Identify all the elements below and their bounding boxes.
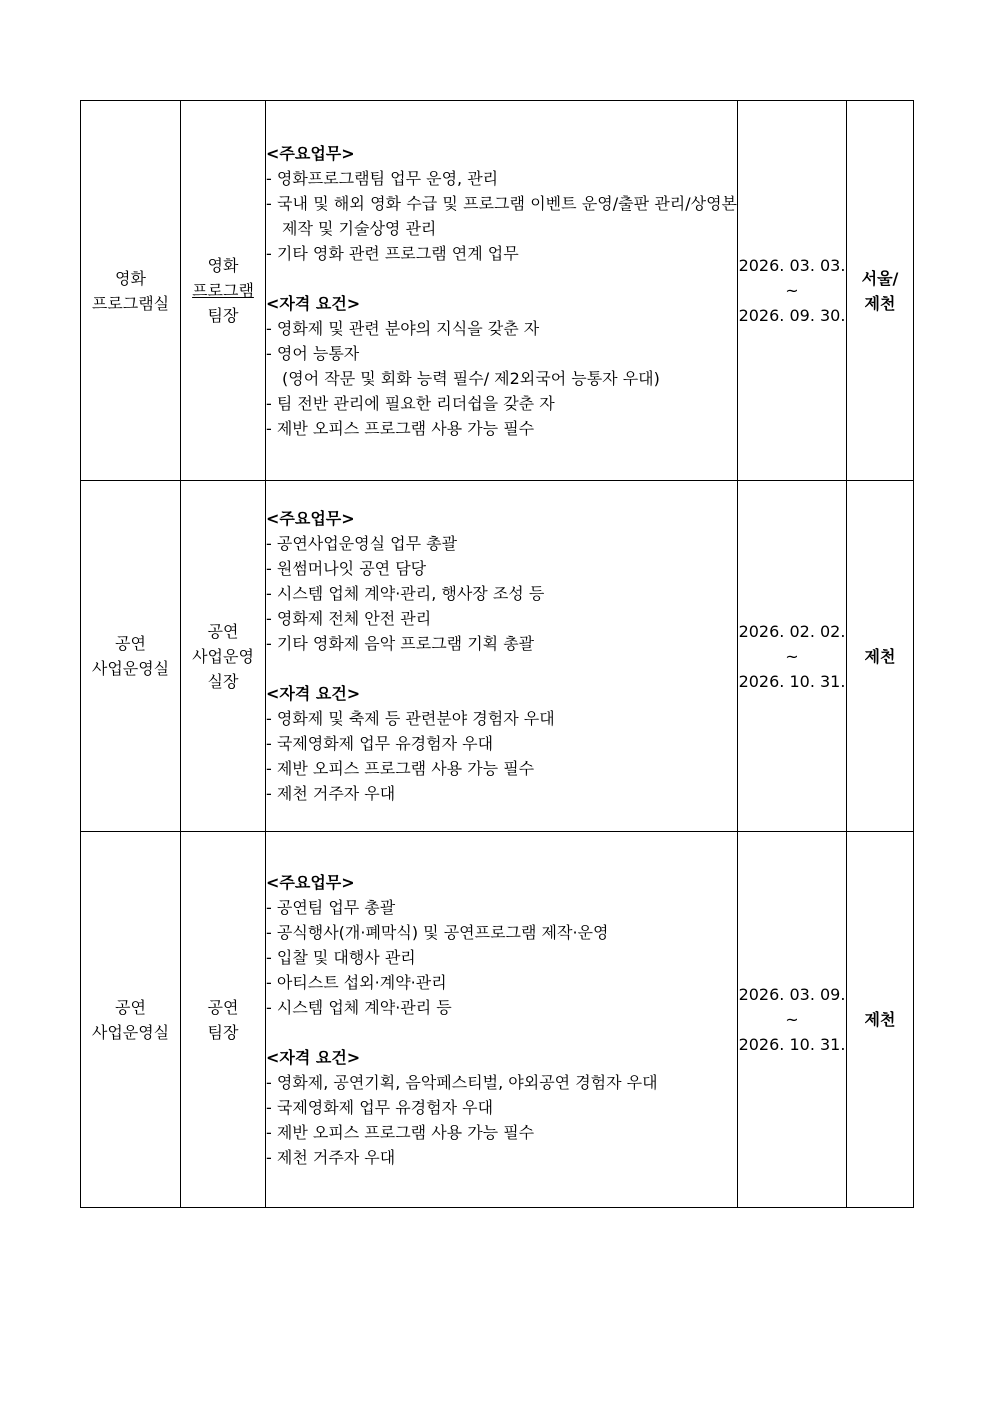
qualification-item: - 국제영화제 업무 유경험자 우대 xyxy=(266,734,494,753)
table-row xyxy=(81,481,914,832)
department-line: 공연 xyxy=(115,634,146,653)
position-cell xyxy=(181,832,266,1208)
period-start: 2026. 02. 02. xyxy=(738,621,846,641)
position-line: 실장 xyxy=(207,671,239,691)
department-cell xyxy=(81,101,181,481)
qualification-item: - 제천 거주자 우대 xyxy=(266,784,396,803)
period-start: 2026. 03. 03. xyxy=(738,256,846,275)
position-line: 공연 xyxy=(207,621,239,641)
duty-item: - 공식행사(개·폐막식) 및 공연프로그램 제작·운영 xyxy=(266,922,609,942)
qualification-item: - 영어 능통자 xyxy=(266,343,360,363)
period-cell xyxy=(738,832,847,1208)
location-line: 제천 xyxy=(864,293,896,313)
duty-item: - 국내 및 해외 영화 수급 및 프로그램 이벤트 운영/출판 관리/상영본 제작 및 기술상영 관리 xyxy=(266,193,737,238)
location-cell xyxy=(847,101,914,481)
qualification-item: - 제반 오피스 프로그램 사용 가능 필수 xyxy=(266,759,535,778)
department-line: 영화 xyxy=(115,268,146,288)
duty-item: - 입찰 및 대행사 관리 xyxy=(266,947,416,967)
position-line: 영화 xyxy=(207,256,239,275)
qualification-item: - 제반 오피스 프로그램 사용 가능 필수 xyxy=(266,1122,535,1142)
qualifications-heading: <자격 요건> xyxy=(266,1047,361,1067)
duty-item: - 시스템 업체 계약·관리 등 xyxy=(266,997,452,1017)
duty-item: - 시스템 업체 계약·관리, 행사장 조성 등 xyxy=(266,584,545,603)
department-cell xyxy=(81,832,181,1208)
qualification-item: - 영화제 및 축제 등 관련분야 경험자 우대 xyxy=(266,709,555,728)
duty-item: - 아티스트 섭외·계약·관리 xyxy=(266,972,447,992)
qualification-item: - 제반 오피스 프로그램 사용 가능 필수 xyxy=(266,418,535,438)
table-row xyxy=(81,101,914,481)
position-line: 공연 xyxy=(207,997,239,1017)
department-line: 프로그램실 xyxy=(91,293,170,313)
qualification-item: - 국제영화제 업무 유경험자 우대 xyxy=(266,1097,494,1117)
position-cell xyxy=(181,101,266,481)
period-end: 2026. 09. 30. xyxy=(738,306,846,325)
qualification-item: - 제천 거주자 우대 xyxy=(266,1147,396,1167)
location-line: 제천 xyxy=(864,1010,896,1029)
period-end: 2026. 10. 31. xyxy=(738,671,846,691)
qualifications-heading: <자격 요건> xyxy=(266,293,361,313)
duty-item: - 영화제 전체 안전 관리 xyxy=(266,609,432,628)
qualification-note: (영어 작문 및 회화 능력 필수/ 제2외국어 능통자 우대) xyxy=(282,368,660,388)
duties-heading: <주요업무> xyxy=(266,509,355,528)
location-line: 제천 xyxy=(864,646,896,666)
period-cell xyxy=(738,101,847,481)
period-separator: ~ xyxy=(785,281,799,300)
position-line: 프로그램 xyxy=(192,281,254,300)
location-line: 서울/ xyxy=(861,268,899,288)
duty-item: - 공연사업운영실 업무 총괄 xyxy=(266,534,458,553)
department-line: 사업운영실 xyxy=(91,659,170,678)
duty-item: - 기타 영화 관련 프로그램 연계 업무 xyxy=(266,243,519,263)
recruitment-table xyxy=(80,100,914,1208)
position-cell xyxy=(181,481,266,832)
qualification-item: - 영화제 및 관련 분야의 지식을 갖춘 자 xyxy=(266,318,540,338)
location-cell xyxy=(847,481,914,832)
period-separator: ~ xyxy=(785,1010,799,1029)
department-line: 사업운영실 xyxy=(91,1022,170,1042)
duties-heading: <주요업무> xyxy=(266,143,355,163)
description-cell xyxy=(266,832,738,1208)
qualification-item: - 영화제, 공연기획, 음악페스티벌, 야외공연 경험자 우대 xyxy=(266,1072,658,1092)
department-line: 공연 xyxy=(115,997,146,1017)
position-line: 사업운영 xyxy=(192,646,254,666)
department-cell xyxy=(81,481,181,832)
period-cell xyxy=(738,481,847,832)
description-cell xyxy=(266,101,738,481)
period-start: 2026. 03. 09. xyxy=(738,985,846,1004)
duty-item: - 원썸머나잇 공연 담당 xyxy=(266,559,427,578)
duty-item: - 영화프로그램팀 업무 운영, 관리 xyxy=(266,168,499,188)
duties-heading: <주요업무> xyxy=(266,872,355,892)
description-cell xyxy=(266,481,738,832)
qualifications-heading: <자격 요건> xyxy=(266,684,361,703)
duty-item: - 기타 영화제 음악 프로그램 기획 총괄 xyxy=(266,634,535,653)
duty-item: - 공연팀 업무 총괄 xyxy=(266,897,396,917)
qualification-item: - 팀 전반 관리에 필요한 리더쉽을 갖춘 자 xyxy=(266,393,555,413)
period-end: 2026. 10. 31. xyxy=(738,1035,846,1054)
position-line: 팀장 xyxy=(207,306,239,325)
table-row xyxy=(81,832,914,1208)
location-cell xyxy=(847,832,914,1208)
period-separator: ~ xyxy=(785,646,799,666)
position-line: 팀장 xyxy=(207,1022,239,1042)
